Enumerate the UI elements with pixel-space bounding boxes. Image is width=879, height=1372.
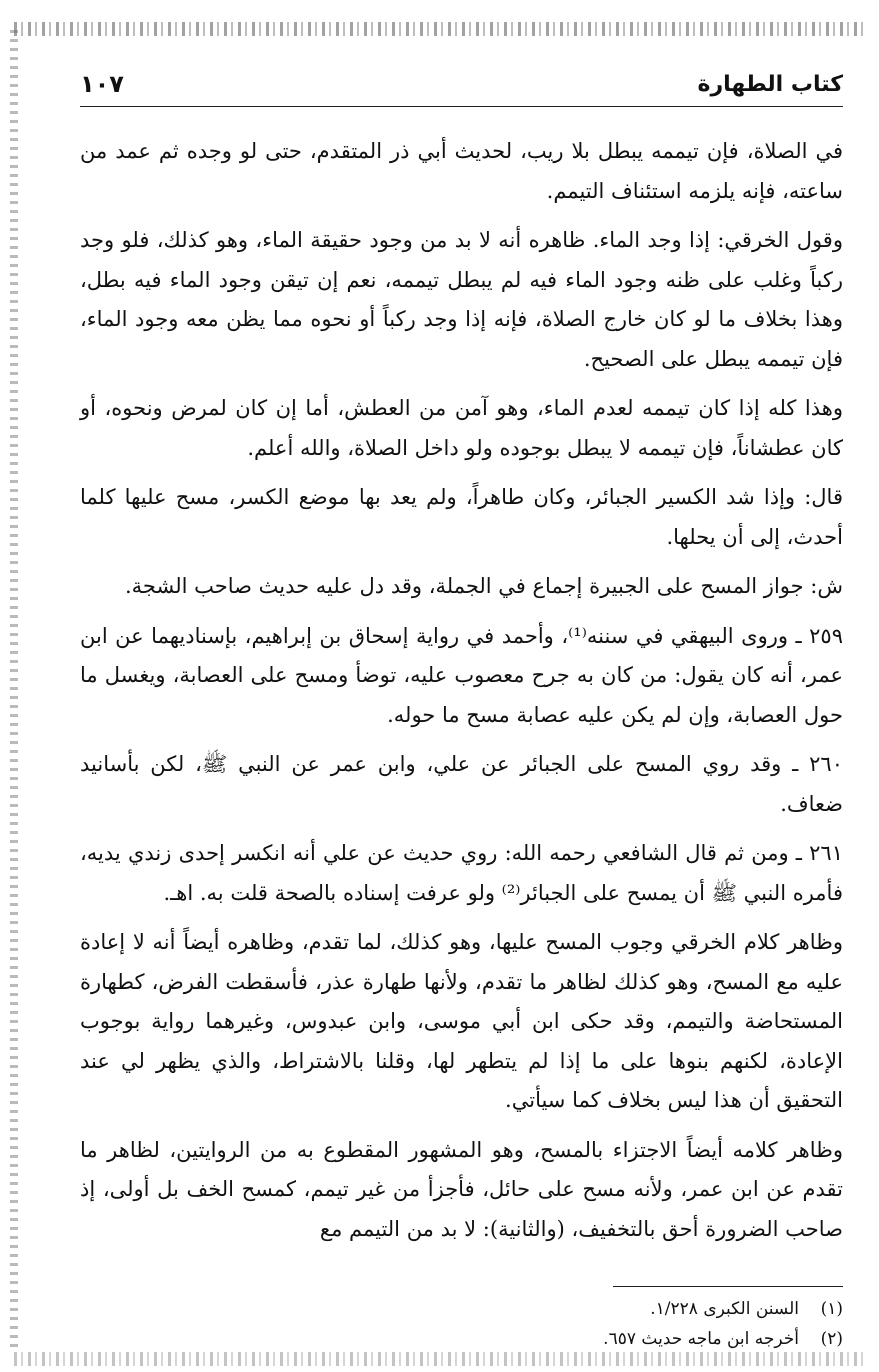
footnote-number: (٢) <box>820 1329 843 1349</box>
footnote-text: السنن الكبرى ١/٢٢٨. <box>650 1299 799 1319</box>
running-header <box>80 64 843 107</box>
footnote <box>80 1324 843 1354</box>
footnote <box>80 1294 843 1324</box>
footnote-number: (١) <box>820 1299 843 1319</box>
paragraph: وظاهر كلامه أيضاً الاجتزاء بالمسح، وهو المشهور المقطوع به من الروايتين، لظاهر ما تقدم عن ابن عمر، ولأنه مسح على حائل، فأجزأ من غير تيمم، كمسح الخف بل أولى، إذ صاحب الضرورة أحق بالتخفيف، (والثانية): لا بد من التيمم مع <box>80 1137 843 1241</box>
paragraph: وقول الخرقي: إذا وجد الماء. ظاهره أنه لا بد من وجود حقيقة الماء، وهو كذلك، فلو وجد ركباً وغلب على ظنه وجود الماء فيه لم يبطل تيممه، نعم إن تيقن وجود الماء فيه بطل، وهذا بخلاف ما لو كان خارج الصلاة، فإنه إذا وجد ركباً أو نحوه مما يظن معه وجود الماء، فإن تيممه يبطل على الصحيح. <box>80 228 843 371</box>
top-ornament-border <box>14 22 865 36</box>
footnote-text: أخرجه ابن ماجه حديث ٦٥٧. <box>603 1329 799 1349</box>
paragraph: ٢٥٩ ـ وروى البيهقي في سننه⁽¹⁾، وأحمد في رواية إسحاق بن إبراهيم، بإسناديهما عن ابن عمر، أنه كان يقول: من كان به جرح معصوب عليه، توضأ ومسح على العصابة، ويغسل ما حول العصابة، وإن لم يكن عليه عصابة مسح ما حوله. <box>80 623 843 727</box>
paragraph: ش: جواز المسح على الجبيرة إجماع في الجملة، وقد دل عليه حديث صاحب الشجة. <box>125 574 843 598</box>
chapter-title: كتاب الطهارة <box>697 72 843 97</box>
paragraph: وظاهر كلام الخرقي وجوب المسح عليها، وهو كذلك، لما تقدم، وظاهره أيضاً أنه لا إعادة عليه مع المسح، وهو كذلك لظاهر ما تقدم، ولأنها طهارة عذر، فأسقطت الفرض، كطهارة المستحاضة والتيمم، وقد حكى ابن أبي موسى، وابن عبدوس، وغيرهما رواية بوجوب الإعادة، لكنهم بنوها على ما إذا لم يتطهر لها، وقلنا بالاشتراط، والذي يظهر لي عند التحقيق أن هذا ليس بخلاف كما سيأتي. <box>80 930 843 1112</box>
paragraph: في الصلاة، فإن تيممه يبطل بلا ريب، لحديث أبي ذر المتقدم، حتى لو وجده ثم عمد من ساعته، فإنه يلزمه استئناف التيمم. <box>80 139 843 203</box>
main-text <box>80 132 843 1259</box>
paragraph: وهذا كله إذا كان تيممه لعدم الماء، وهو آمن من العطش، أما إن كان لمرض ونحوه، أو كان عطشاناً، فإن تيممه لا يبطل بوجوده ولو داخل الصلاة، والله أعلم. <box>80 396 843 460</box>
paragraph: قال: وإذا شد الكسير الجبائر، وكان طاهراً، ولم يعد بها موضع الكسر، مسح عليها كلما أحدث، إلى أن يحلها. <box>80 485 843 549</box>
paragraph: ٢٦٠ ـ وقد روي المسح على الجبائر عن علي، وابن عمر عن النبي ﷺ، لكن بأسانيد ضعاف. <box>80 752 843 816</box>
bottom-ornament-border <box>14 1352 865 1366</box>
paragraph: ٢٦١ ـ ومن ثم قال الشافعي رحمه الله: روي حديث عن علي أنه انكسر إحدى زندي يديه، فأمره النبي ﷺ أن يمسح على الجبائر⁽²⁾ ولو عرفت إسناده بالصحة قلت به. اهـ. <box>80 841 843 905</box>
footnotes <box>80 1294 843 1354</box>
page-number: ١٠٧ <box>80 70 124 98</box>
footnote-separator <box>613 1286 843 1287</box>
side-ornament-border <box>10 30 18 1352</box>
